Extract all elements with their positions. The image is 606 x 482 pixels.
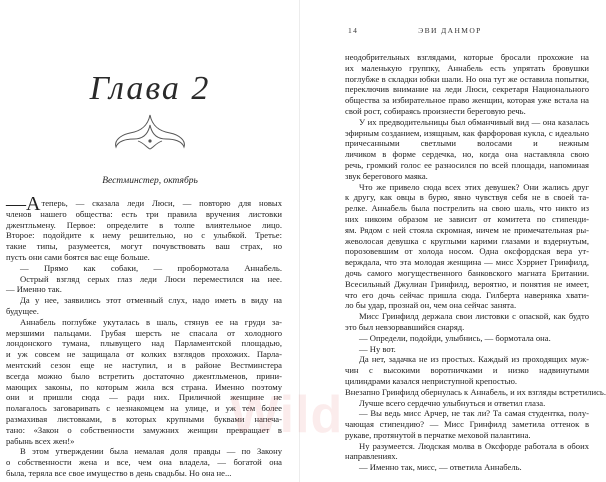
right-text-line: порозовевшим от холода носом. Одна оксфордская вера ут- — [345, 246, 589, 257]
right-text-line: Что же привело сюда всех этих девушек? Они жались друг — [359, 181, 589, 192]
left-text-line: Аннабель поглубже укуталась в шаль, стянув ее на груди за- — [20, 316, 282, 327]
left-text-line: — Прямо как собаки, — пробормотала Аннабель. — [20, 262, 282, 273]
right-text-line: Всесильный Джулиан Гринфилд, вероятно, и понятия не имеет, — [345, 278, 589, 289]
right-text-line: Да нет, задачка не из простых. Каждый из проходящих муж- — [359, 354, 589, 365]
chapter-title: Глава 2 — [89, 70, 211, 107]
left-text-line: о собственности жена и все, чем она владела, — богатой она — [6, 457, 282, 468]
right-text-line: что его дочь сейчас пришла сюда. Гилберта наверняка хвати- — [345, 289, 589, 300]
right-text-line: — Именно так, мисс, — ответила Аннабель. — [359, 462, 522, 473]
right-text-line: речь, громкий голос ее разносился по всей площади, напоминая — [345, 159, 589, 170]
watermark: Wild — [230, 386, 344, 444]
left-text-line: Второе: подойдите к нему решительно, но с улыбкой. Третье: — [6, 230, 282, 241]
left-page — [0, 0, 300, 482]
right-text-line: направлениях. — [345, 451, 398, 462]
right-text-line: Внезапно Гринфилд обернулась к Аннабель, и их взгляды встретились. — [345, 386, 606, 397]
left-text-line: и уж совсем не защищала от колких взглядов прохожих. Парла- — [6, 349, 282, 360]
right-text-line: цилиндрами казался неприступной крепостью. — [345, 375, 518, 386]
right-text-line: это был невзорвавшийся снаряд. — [345, 321, 465, 332]
right-page — [300, 0, 606, 482]
right-text-line: — Ну вот. — [359, 343, 396, 354]
right-text-line: Лучше всего сердечно улыбнуться и ответил глаза. — [359, 397, 546, 408]
right-text-line: эфирным созданием, изящным, как фарфоровая кукла, с идеально — [345, 127, 589, 138]
right-text-line: звук берегового маяка. — [345, 170, 428, 181]
right-text-line: общества за избирательное право женщин, которая уже встала на — [345, 95, 589, 106]
right-text-line: личиком в форме сердечка, но, когда она наставляла свою — [345, 149, 589, 160]
left-body-text — [6, 193, 282, 479]
right-text-line: Ну разумеется. Людская молва в Оксфорде работала в обоих — [359, 440, 589, 451]
right-text-line: поглубже в складки юбки шали. Но она тут же оставила попытки, — [345, 73, 589, 84]
left-text-line: Да у нее, заявились этот отменный слух, надо иметь в виду на — [20, 295, 282, 306]
running-head: ЭВИ ДАНМОР — [418, 26, 482, 35]
right-text-line: чин с высокими воротничками и низко надвинутыми — [345, 365, 589, 376]
left-text-line: джентльмену. Первое: определите в толпе влиятельное лицо. — [6, 219, 282, 230]
right-body-text — [345, 52, 606, 473]
right-text-line: неодобрительных взглядами, которые бросали прохожие на — [345, 52, 589, 62]
right-text-line: них никоим образом не зависит от комитета по стипенди- — [345, 213, 589, 224]
first-line-text: теперь, — сказала леди Люси, — повторю для новых — [41, 198, 282, 208]
drop-cap: —А — [6, 193, 41, 215]
left-text-line: всегда можно было встретить достаточно джентльменов, прини- — [6, 370, 282, 381]
right-text-line: чающая стипендию? — Мисс Гринфилд заметила оттенок в — [345, 419, 589, 430]
left-text-line: лондонского тумана, плывущего над Парламентской площадью, — [6, 338, 282, 349]
flourish-ornament-icon — [108, 111, 192, 151]
left-text-line: Острый взгляд серых глаз леди Люси переместился на нее. — [20, 273, 282, 284]
page-number: 14 — [348, 26, 359, 35]
left-text-line: рабынь всех жен!» — [6, 435, 75, 446]
right-text-line: дочь самого могущественного банковского магната Британии. — [345, 267, 589, 278]
right-text-line: рукаве, протянутой в перчатке меховой палантина. — [345, 429, 531, 440]
left-text-line: такие типы, разумеется, могут почувствовать ваш страх, но — [6, 241, 282, 252]
left-text-line: — Именно так. — [6, 284, 62, 295]
right-text-line: переключив внимание на леди Люси, секретаря Национального — [345, 84, 589, 95]
left-text-line: будущее. — [6, 305, 39, 316]
right-text-line: жеволосая девушка с круглыми карими глазами и вздернутым, — [345, 235, 589, 246]
right-text-line: релке. Аннабель была пострелить на свою шаль, что никто из — [345, 203, 589, 214]
right-text-line: свой рост, собираясь произнести береговую речь. — [345, 105, 526, 116]
right-text-line: Мисс Гринфилд держала свои листовки с опаской, как будто — [359, 311, 589, 322]
right-text-line: — Вы ведь мисс Арчер, не так ли? Та самая студентка, полу- — [359, 408, 589, 419]
left-text-line: полагалось заговаривать с незнакомцем на улице, и уж тем более — [6, 403, 282, 414]
right-text-line: причесанными светлыми волосами и нежным — [345, 138, 589, 149]
right-text-line: ло бы удар, прознай он, чем она сейчас занята. — [345, 300, 517, 311]
right-text-line: верждала, что эта молодая женщина — мисс Хэрриет Гринфилд, — [345, 257, 589, 268]
left-text-line: размахивая листовками, в которых крупными буквами напеча- — [6, 413, 282, 424]
left-text-line: членов нашего общества: есть три правила вручения листовки — [6, 208, 282, 219]
left-text-line: была, теряла все свое имущество в день свадьбы. Но она не... — [6, 467, 232, 478]
right-text-line: У их предводительницы был обманчивый вид — она казалась — [359, 116, 589, 127]
right-text-line: ям. Рядом с ней стояла скромная, ничем не примечательная ры- — [345, 224, 589, 235]
right-text-line: — Определи, подойди, улыбнись, — бормотала она. — [359, 332, 551, 343]
left-text-line: мающих законы, по которым жила вся страна. Именно поэтому — [6, 381, 282, 392]
left-text-line: они и пришли сюда — ради них. Приличной женщине не — [6, 392, 282, 403]
right-text-line: к другу, как овцы в бурю, явно чувствуя себя не в своей та- — [345, 192, 589, 203]
left-text-line: В этом утверждении была немалая доля правды — по Закону — [20, 446, 282, 457]
chapter-subtitle: Вестминстер, октябрь — [102, 176, 198, 186]
left-text-line: пусть они сами боятся вас еще больше. — [6, 251, 150, 262]
left-text-line: мерзшими пальцами. Грубая шерсть не спасала от холодного — [6, 327, 282, 338]
left-text-line: тано: «Закон о собственности замужних женщин превращает в — [6, 424, 282, 435]
right-text-line: их маленькую группку, Аннабель есть упрятать бровушки — [345, 62, 589, 73]
left-text-line: ментский сезон еще не наступил, и в районе Вестминстера — [6, 359, 282, 370]
